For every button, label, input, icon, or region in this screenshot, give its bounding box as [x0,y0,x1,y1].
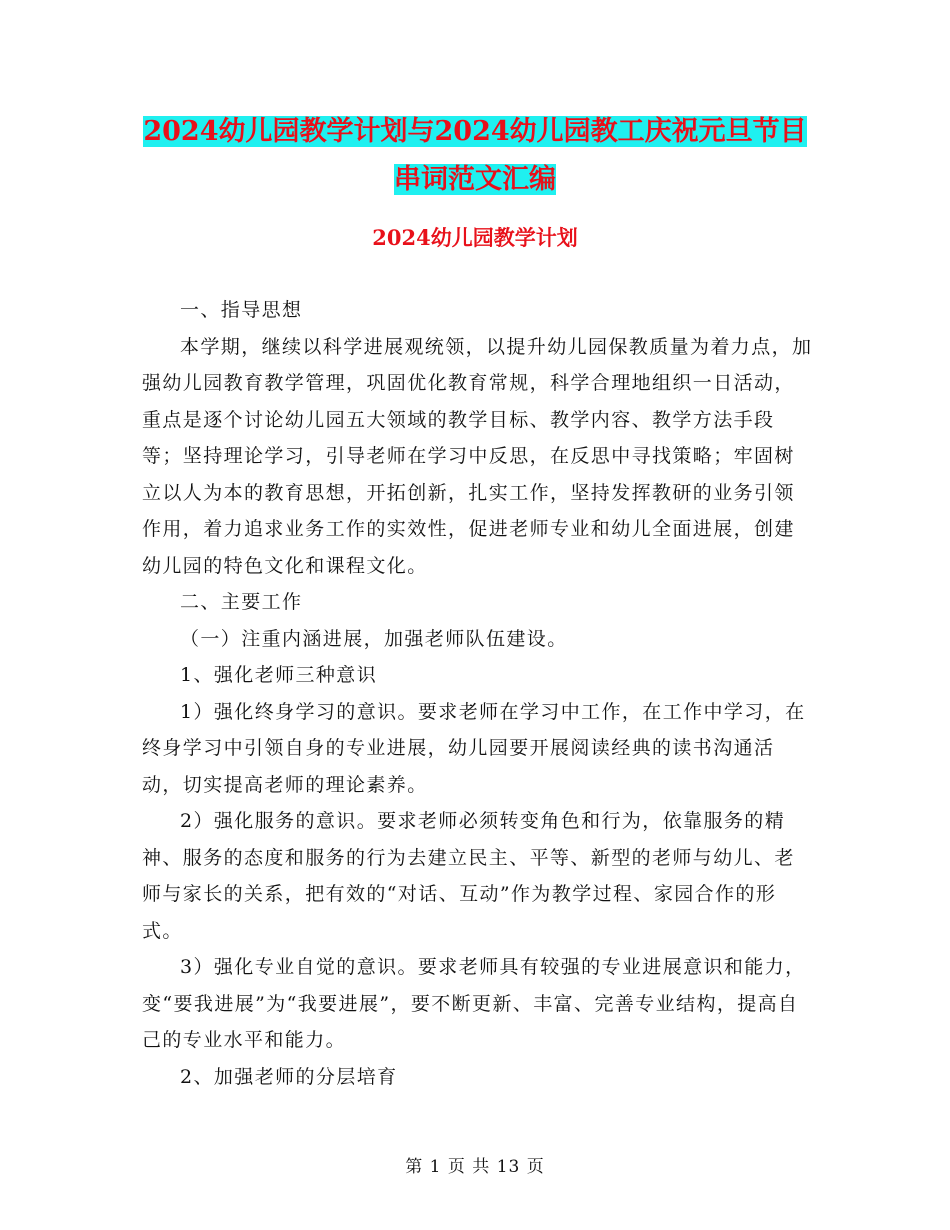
heading-guiding-thought: 一、指导思想 [180,299,303,321]
paragraph-professional: 3）强化专业自觉的意识。要求老师具有较强的专业进展意识和能力，变“要我进展”为“我要进展”，要不断更新、丰富、完善专业结构，提高自己的专业水平和能力。 [142,956,806,1051]
subheading-layered-training: 2、加强老师的分层培育 [180,1065,398,1088]
document-body [142,292,814,1095]
page-footer: 第 1 页 共 13 页 [405,1157,545,1177]
title-line-1: 2024幼儿园教学计划与2024幼儿园教工庆祝元旦节目 [143,116,807,147]
paragraph-lifelong-learning: 1）强化终身学习的意识。要求老师在学习中工作，在工作中学习，在终身学习中引领自身的专业进展，幼儿园要开展阅读经典的读书沟通活动，切实提高老师的理论素养。 [142,700,806,796]
heading-main-work: 二、主要工作 [180,591,303,613]
section-title: 2024幼儿园教学计划 [372,225,578,250]
subheading-three-awareness: 1、强化老师三种意识 [180,664,378,686]
subheading-teacher-team: （一）注重内涵进展，加强老师队伍建设。 [180,627,568,650]
paragraph-guiding-thought: 本学期，继续以科学进展观统领，以提升幼儿园保教质量为着力点，加强幼儿园教育教学管理，巩固优化教育常规，科学合理地组织一日活动，重点是逐个讨论幼儿园五大领域的教学目标、教学内容、教学方法手段等；坚持理论学习，引导老师在学习中反思，在反思中寻找策略；牢固树立以人为本的教育思想，开拓创新，扎实工作，坚持发挥教研的业务引领作用，着力追求业务工作的实效性，促进老师专业和幼儿全面进展，创建幼儿园的特色文化和课程文化。 [142,335,813,577]
paragraph-service: 2）强化服务的意识。要求老师必须转变角色和行为，依靠服务的精神、服务的态度和服务的行为去建立民主、平等、新型的老师与幼儿、老师与家长的关系，把有效的“对话、互动”作为教学过程、家园合作的形式。 [142,810,795,942]
document-title [0,108,950,204]
title-line-2: 串词范文汇编 [394,164,556,195]
